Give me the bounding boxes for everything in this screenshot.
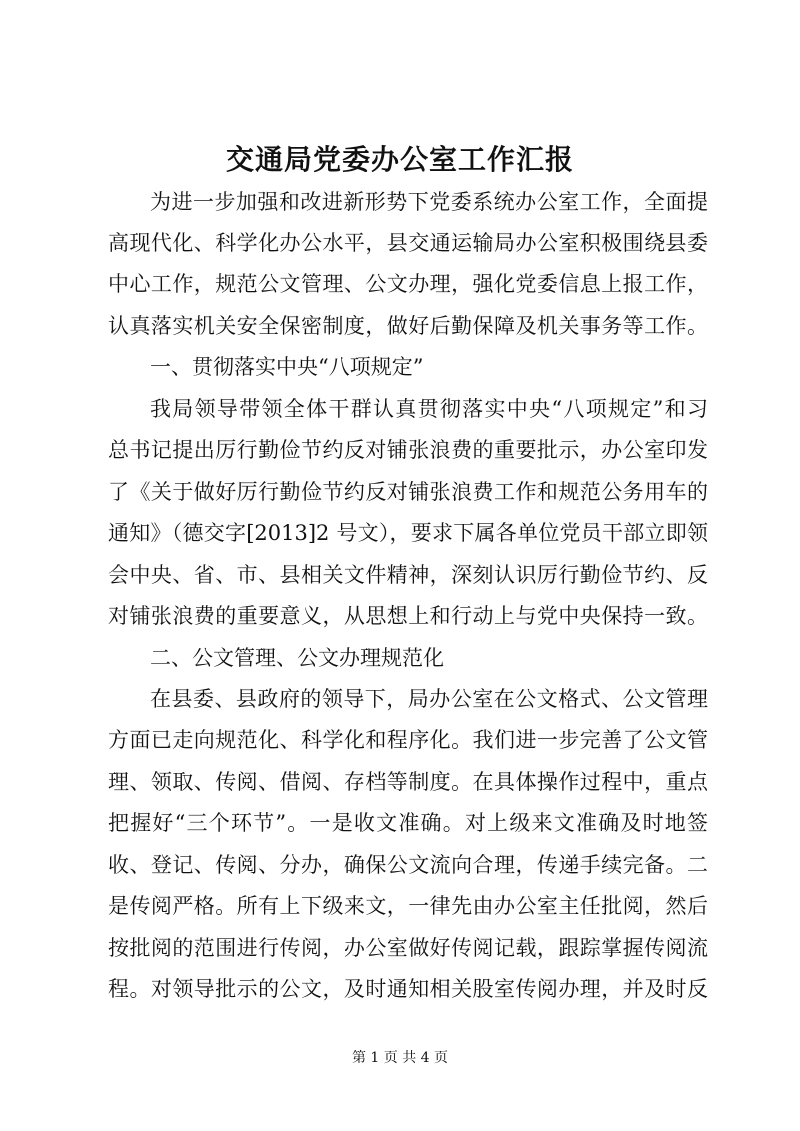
paragraph-line: 通知》（德交字[2013]2 号文），要求下属各单位党员干部立即领 — [108, 521, 708, 545]
paragraph-line: 认真落实机关安全保密制度，做好后勤保障及机关事务等工作。 — [108, 314, 708, 338]
section-heading: 二、公文管理、公文办理规范化 — [150, 646, 444, 670]
paragraph-line: 总书记提出厉行勤俭节约反对铺张浪费的重要批示，办公室印发 — [108, 438, 708, 462]
paragraph-line: 高现代化、科学化办公水平，县交通运输局办公室积极围绕县委 — [108, 231, 708, 255]
paragraph-line: 理、领取、传阅、借阅、存档等制度。在具体操作过程中，重点 — [108, 770, 708, 794]
paragraph-line: 方面已走向规范化、科学化和程序化。我们进一步完善了公文管 — [108, 728, 708, 752]
paragraph-line: 我局领导带领全体干群认真贯彻落实中央“八项规定”和习 — [150, 397, 708, 421]
paragraph-line: 为进一步加强和改进新形势下党委系统办公室工作，全面提 — [150, 190, 708, 214]
paragraph-line: 把握好“三个环节”。一是收文准确。对上级来文准确及时地签 — [108, 811, 708, 835]
paragraph-line: 程。对领导批示的公文，及时通知相关股室传阅办理，并及时反 — [108, 977, 708, 1001]
paragraph-line: 中心工作，规范公文管理、公文办理，强化党委信息上报工作， — [108, 272, 708, 296]
page-number: 第 1 页 共 4 页 — [351, 1050, 449, 1066]
section-heading: 一、贯彻落实中央“八项规定” — [150, 355, 424, 379]
paragraph-line: 对铺张浪费的重要意义，从思想上和行动上与党中央保持一致。 — [108, 604, 708, 628]
paragraph-line: 是传阅严格。所有上下级来文，一律先由办公室主任批阅，然后 — [108, 894, 708, 918]
paragraph-line: 收、登记、传阅、分办，确保公文流向合理，传递手续完备。二 — [108, 853, 708, 877]
paragraph-line: 在县委、县政府的领导下，局办公室在公文格式、公文管理 — [150, 687, 708, 711]
document-title: 交通局党委办公室工作汇报 — [225, 143, 574, 176]
paragraph-line: 会中央、省、市、县相关文件精神，深刻认识厉行勤俭节约、反 — [108, 563, 708, 587]
paragraph-line: 了《关于做好厉行勤俭节约反对铺张浪费工作和规范公务用车的 — [108, 480, 708, 504]
paragraph-line: 按批阅的范围进行传阅，办公室做好传阅记载，跟踪掌握传阅流 — [108, 936, 708, 960]
